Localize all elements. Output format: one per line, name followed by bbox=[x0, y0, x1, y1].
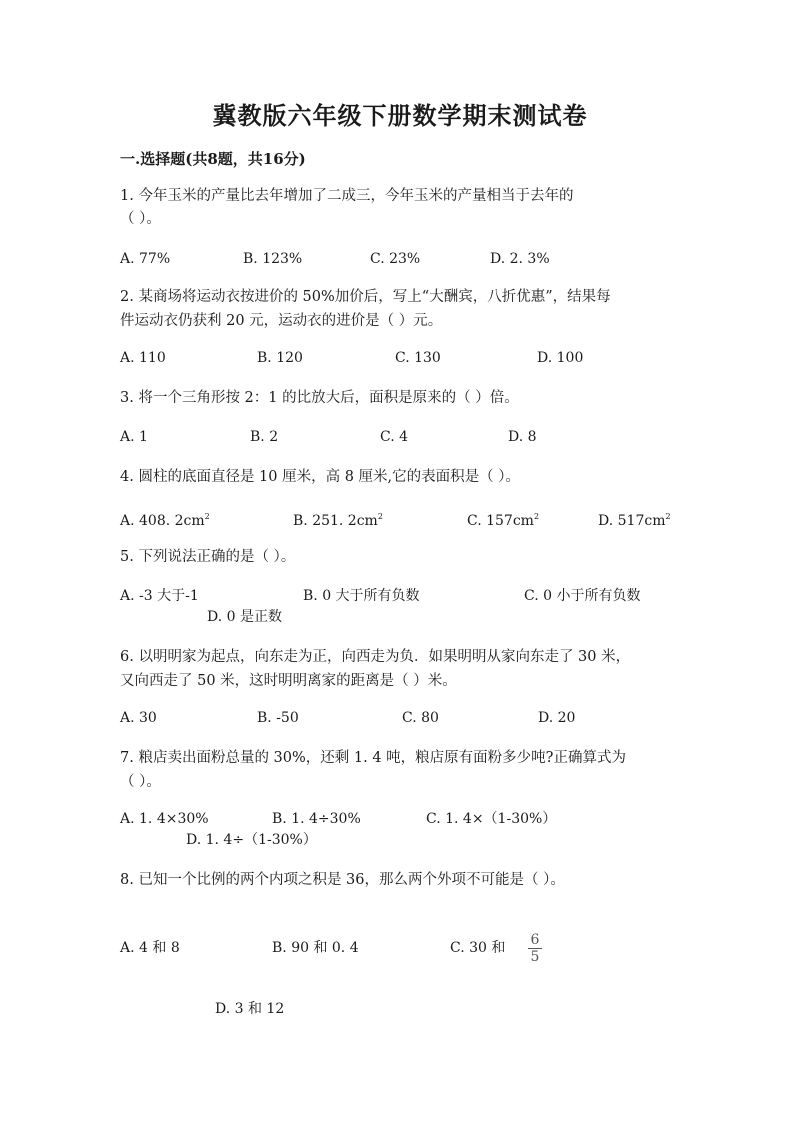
question-5-option-d: D. 0 是正数 bbox=[207, 609, 282, 625]
question-6-option-d: D. 20 bbox=[538, 710, 576, 726]
section-heading: 一.选择题(共8题，共16分) bbox=[120, 150, 306, 168]
question-5-line-1: 5. 下列说法正确的是（ ）。 bbox=[120, 549, 296, 565]
question-5-option-c: C. 0 小于所有负数 bbox=[524, 588, 641, 604]
question-1-option-b: B. 123% bbox=[243, 251, 303, 267]
question-4-option-a: A. 408. $2cm^2$ bbox=[120, 512, 210, 529]
question-7-line-1: 7. 粮店卖出面粉总量的 30%，还剩 1. 4 吨，粮店原有面粉多少吨?正确算式为 bbox=[120, 750, 626, 766]
question-7-line-2: （ ）。 bbox=[120, 774, 161, 790]
question-5-option-a: A. -3 大于-1 bbox=[120, 588, 199, 604]
page-title: 冀教版六年级下册数学期末测试卷 bbox=[212, 101, 588, 130]
question-1-option-a: A. 77% bbox=[120, 251, 171, 267]
question-2-line-2: 件运动衣仍获利 20 元，运动衣的进价是（ ）元。 bbox=[120, 313, 443, 329]
fraction-numerator: 6 bbox=[530, 932, 540, 948]
question-6-option-a: A. 30 bbox=[120, 710, 157, 726]
question-4-option-c: C. $157cm^2$ bbox=[467, 512, 540, 529]
question-3-option-c: C. 4 bbox=[380, 429, 409, 445]
question-2-option-c: C. 130 bbox=[395, 350, 441, 366]
question-6-option-c: C. 80 bbox=[402, 710, 439, 726]
question-5-option-b: B. 0 大于所有负数 bbox=[303, 588, 420, 604]
fraction-denominator: 5 bbox=[530, 949, 540, 965]
question-3-option-d: D. 8 bbox=[508, 429, 537, 445]
question-8-line-1: 8. 已知一个比例的两个内项之积是 36，那么两个外项不可能是（ ）。 bbox=[120, 872, 565, 888]
question-2-option-d: D. 100 bbox=[537, 350, 584, 366]
question-3-option-b: B. 2 bbox=[250, 429, 279, 445]
question-6-option-b: B. -50 bbox=[257, 710, 299, 726]
question-7-option-d: D. 1. 4÷（1-30%） bbox=[186, 832, 317, 848]
question-2-option-a: A. 110 bbox=[120, 350, 166, 366]
question-7-option-b: B. 1. 4÷30% bbox=[272, 811, 361, 827]
question-2-option-b: B. 120 bbox=[257, 350, 303, 366]
question-8-option-d: D. 3 和 12 bbox=[215, 1001, 285, 1017]
question-1-line-2: （ ）。 bbox=[120, 211, 161, 227]
question-1-line-1: 1. 今年玉米的产量比去年增加了二成三，今年玉米的产量相当于去年的 bbox=[120, 188, 574, 204]
question-7-option-a: A. 1. 4×30% bbox=[120, 811, 209, 827]
question-4-option-d: D. $517cm^2$ bbox=[598, 512, 671, 529]
question-4-line-1: 4. 圆柱的底面直径是 10 厘米，高 8 厘米,它的表面积是（ ）。 bbox=[120, 469, 521, 485]
fraction-six-fifths bbox=[527, 932, 543, 965]
question-4-option-b: B. 251. $2cm^2$ bbox=[293, 512, 383, 529]
question-1-option-c: C. 23% bbox=[370, 251, 421, 267]
question-2-line-1: 2. 某商场将运动衣按进价的 50%加价后，写上“大酬宾，八折优惠”，结果每 bbox=[120, 289, 611, 305]
question-8-option-b: B. 90 和 0. 4 bbox=[272, 940, 359, 956]
question-3-option-a: A. 1 bbox=[120, 429, 148, 445]
question-6-line-2: 又向西走了 50 米，这时明明离家的距离是（ ）米。 bbox=[120, 673, 457, 689]
question-8-option-a: A. 4 和 8 bbox=[120, 940, 180, 956]
question-1-option-d: D. 2. 3% bbox=[490, 251, 550, 267]
question-6-line-1: 6. 以明明家为起点，向东走为正，向西走为负．如果明明从家向东走了 30 米， bbox=[120, 649, 631, 665]
question-3-line-1: 3. 将一个三角形按 2：1 的比放大后，面积是原来的（ ）倍。 bbox=[120, 390, 519, 406]
question-7-option-c: C. 1. 4×（1-30%） bbox=[426, 811, 557, 827]
question-8-option-c: C. 30 和 bbox=[450, 940, 506, 956]
